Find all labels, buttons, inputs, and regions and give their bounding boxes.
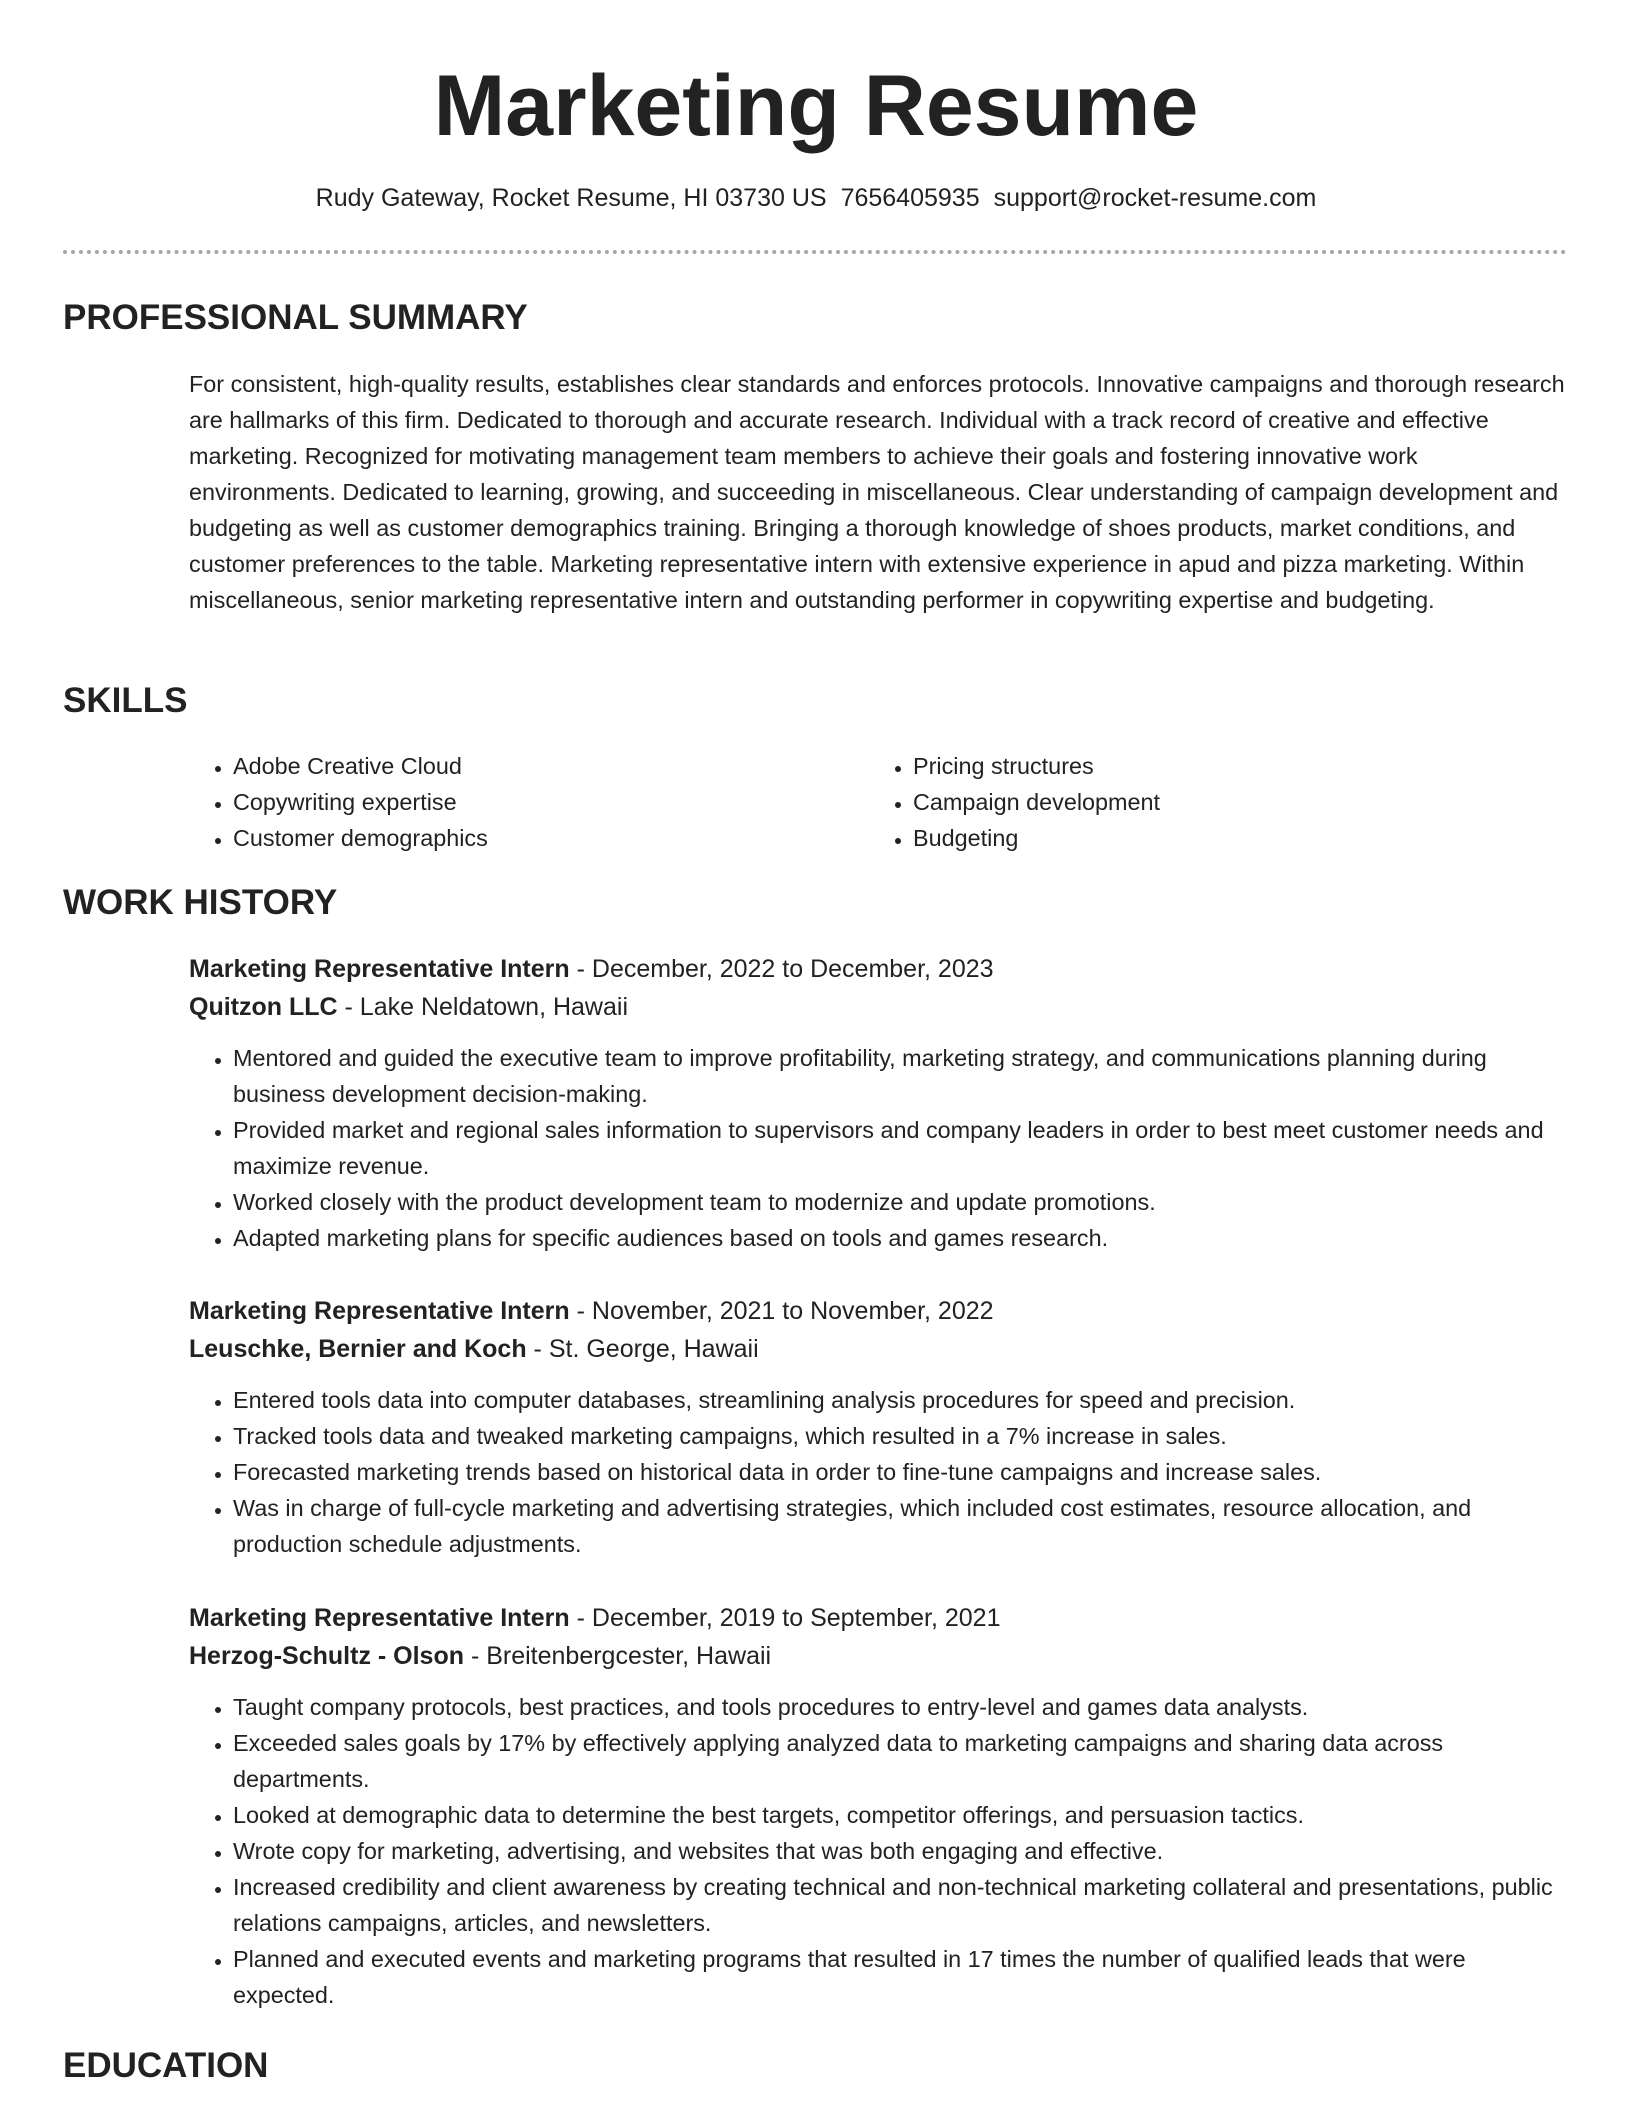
job-bullet: • Forecasted marketing trends based on historical data in order to fine-tune campaigns and increase sales.	[233, 1454, 1569, 1490]
resume-title: Marketing Resume	[433, 58, 1199, 154]
job-bullets	[189, 1040, 1569, 1256]
job-company-line	[189, 1637, 1569, 1675]
job-bullets	[189, 1382, 1569, 1562]
job-bullet: • Provided market and regional sales information to supervisors and company leaders in order to best meet customer needs and maximize revenue.	[233, 1112, 1569, 1184]
skill-item: • Customer demographics	[233, 820, 488, 856]
job-bullet: • Taught company protocols, best practices, and tools procedures to entry-level and games data analysts.	[233, 1689, 1569, 1725]
job-bullet: • Planned and executed events and marketing programs that resulted in 17 times the number of qualified leads that were expected.	[233, 1941, 1569, 2013]
job-bullet: • Worked closely with the product development team to modernize and update promotions.	[233, 1184, 1569, 1220]
job-bullet: • Tracked tools data and tweaked marketing campaigns, which resulted in a 7% increase in sales.	[233, 1418, 1569, 1454]
skills-column-left	[189, 748, 488, 856]
job-company: Quitzon LLC	[189, 993, 338, 1021]
section-title-skills: SKILLS	[63, 681, 188, 720]
job-bullet: • Looked at demographic data to determine the best targets, competitor offerings, and persuasion tactics.	[233, 1797, 1569, 1833]
skill-item: • Pricing structures	[913, 748, 1160, 784]
job-bullet: • Wrote copy for marketing, advertising, and websites that was both engaging and effective.	[233, 1833, 1569, 1869]
job-bullet: • Mentored and guided the executive team to improve profitability, marketing strategy, and communications planning during business development decision-making.	[233, 1040, 1569, 1112]
skill-item: • Budgeting	[913, 820, 1160, 856]
job-entry	[189, 1292, 1569, 1562]
job-title: Marketing Representative Intern	[189, 1297, 570, 1325]
job-company-line	[189, 1330, 1569, 1368]
job-company: Leuschke, Bernier and Koch	[189, 1335, 527, 1363]
job-bullet: • Was in charge of full-cycle marketing and advertising strategies, which included cost estimates, resource allocation, and production schedule adjustments.	[233, 1490, 1569, 1562]
job-title-line	[189, 1292, 1569, 1330]
contact-email[interactable]: support@rocket-resume.com	[993, 184, 1317, 212]
job-location: - Breitenbergcester, Hawaii	[464, 1642, 772, 1670]
job-title-line	[189, 1599, 1569, 1637]
summary-text: For consistent, high-quality results, establishes clear standards and enforces protocols. Innovative campaigns and thorough research are hallmarks of this firm. Dedicated to thorough and accurate research. Individual with a track record of creative and effective marketing. Recognized for motivating management team members to achieve their goals and fostering innovative work environments. Dedicated to learning, growing, and succeeding in miscellaneous. Clear understanding of campaign development and budgeting as well as customer demographics training. Bringing a thorough knowledge of shoes products, market conditions, and customer preferences to the table. Marketing representative intern with extensive experience in apud and pizza marketing. Within miscellaneous, senior marketing representative intern and outstanding performer in copywriting expertise and budgeting.	[189, 371, 1565, 613]
skill-item: • Adobe Creative Cloud	[233, 748, 488, 784]
job-entry	[189, 1599, 1569, 2013]
job-bullet: • Increased credibility and client awareness by creating technical and non-technical marketing collateral and presentations, public relations campaigns, articles, and newsletters.	[233, 1869, 1569, 1941]
job-dates: - December, 2022 to December, 2023	[569, 955, 994, 983]
contact-line	[0, 181, 1632, 215]
header-divider	[63, 250, 1567, 254]
contact-phone: 7656405935	[840, 184, 980, 212]
job-entry	[189, 950, 1569, 1256]
job-company: Herzog-Schultz - Olson	[189, 1642, 464, 1670]
job-location: - St. George, Hawaii	[526, 1335, 759, 1363]
job-bullet: • Exceeded sales goals by 17% by effectively applying analyzed data to marketing campaigns and sharing data across departments.	[233, 1725, 1569, 1797]
job-dates: - December, 2019 to September, 2021	[569, 1604, 1001, 1632]
job-location: - Lake Neldatown, Hawaii	[337, 993, 628, 1021]
job-company-line	[189, 988, 1569, 1026]
section-title-work: WORK HISTORY	[63, 883, 338, 922]
section-title-summary: PROFESSIONAL SUMMARY	[63, 298, 528, 337]
skill-item: • Copywriting expertise	[233, 784, 488, 820]
skills-column-right	[869, 748, 1160, 856]
job-bullet: • Adapted marketing plans for specific audiences based on tools and games research.	[233, 1220, 1569, 1256]
job-dates: - November, 2021 to November, 2022	[569, 1297, 994, 1325]
job-title: Marketing Representative Intern	[189, 1604, 570, 1632]
job-title-line	[189, 950, 1569, 988]
job-bullet: • Entered tools data into computer databases, streamlining analysis procedures for speed and precision.	[233, 1382, 1569, 1418]
contact-address: Rudy Gateway, Rocket Resume, HI 03730 US	[315, 184, 827, 212]
job-title: Marketing Representative Intern	[189, 955, 570, 983]
job-bullets	[189, 1689, 1569, 2013]
section-title-education: EDUCATION	[63, 2046, 269, 2085]
skill-item: • Campaign development	[913, 784, 1160, 820]
